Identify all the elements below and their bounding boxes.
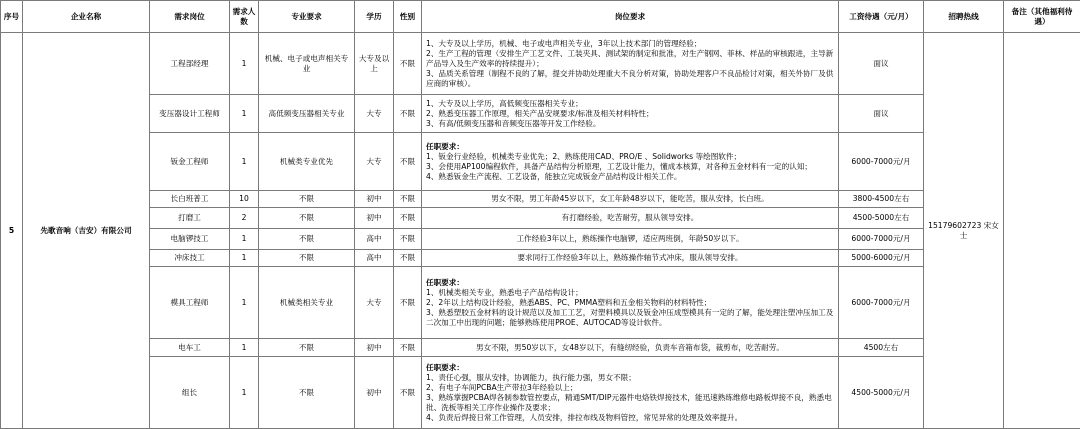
education-cell: 初中 <box>355 191 394 208</box>
salary-cell: 6000-7000元/月 <box>839 267 924 339</box>
requirement-line: 3、熟练掌握PCBA焊各制参数管控要点，精通SMT/DIP元器件电烙铁焊接技术，能迅速熟练维修电路板焊接不良，熟悉电批、洗板等相关工序作业操作及要求； <box>426 393 834 413</box>
count-cell: 1 <box>230 250 259 267</box>
requirement-line: 1、机械类相关专业，熟悉电子产品结构设计； <box>426 288 834 298</box>
gender-cell: 不限 <box>394 133 422 191</box>
position-cell: 电脑锣技工 <box>150 229 230 250</box>
requirement-line: 3、熟悉塑胶五金材料的设计规范以及加工工艺，对塑料模具以及钣金冲压成型模具有一定的了解，能处理注塑冲压加工及二次加工中出现的问题；能够熟练使用PROE、AUTOCAD等设计软件。 <box>426 308 834 328</box>
position-cell: 组长 <box>150 357 230 429</box>
header-requirements: 岗位要求 <box>422 1 839 33</box>
gender-cell: 不限 <box>394 339 422 357</box>
requirements-cell: 男女不限，男工年龄45岁以下，女工年龄48岁以下，能吃苦，服从安排，长白班。 <box>422 191 839 208</box>
requirement-line: 2、2年以上结构设计经验，熟悉ABS、PC、PMMA塑料和五金相关物料的材料特性； <box>426 298 834 308</box>
table-row <box>1 95 1080 133</box>
requirements-cell <box>422 95 839 133</box>
count-cell: 10 <box>230 191 259 208</box>
major-cell: 高低频变压器相关专业 <box>259 95 355 133</box>
salary-cell: 6000-7000元/月 <box>839 133 924 191</box>
major-cell: 不限 <box>259 250 355 267</box>
header-position: 需求岗位 <box>150 1 230 33</box>
header-gender: 性别 <box>394 1 422 33</box>
remark-cell <box>1004 33 1080 429</box>
gender-cell: 不限 <box>394 191 422 208</box>
requirement-line: 4、熟悉钣金生产流程、工艺设备，能独立完成钣金产品结构设计相关工作。 <box>426 172 834 182</box>
requirement-line: 4、负责后焊接日常工作管理，人员安排，排拉布线及物料管控，常见异常的处理及效率提升。 <box>426 413 834 423</box>
position-cell: 电车工 <box>150 339 230 357</box>
position-cell: 工程部经理 <box>150 33 230 95</box>
gender-cell: 不限 <box>394 95 422 133</box>
education-cell: 大专及以上 <box>355 33 394 95</box>
salary-cell: 4500-5000左右 <box>839 208 924 229</box>
gender-cell: 不限 <box>394 250 422 267</box>
position-cell: 钣金工程师 <box>150 133 230 191</box>
salary-cell: 5000-6000元/月 <box>839 250 924 267</box>
table-row <box>1 133 1080 191</box>
table-row <box>1 208 1080 229</box>
major-cell: 不限 <box>259 208 355 229</box>
table-row <box>1 33 1080 95</box>
education-cell: 初中 <box>355 339 394 357</box>
requirement-line: 1、责任心强，服从安排，协调能力，执行能力强，男女不限； <box>426 373 834 383</box>
header-no: 序号 <box>1 1 23 33</box>
company-no: 5 <box>1 33 23 429</box>
major-cell: 不限 <box>259 229 355 250</box>
count-cell: 1 <box>230 33 259 95</box>
hotline-cell: 15179602723 宋女士 <box>924 33 1004 429</box>
education-cell: 大专 <box>355 267 394 339</box>
education-cell: 大专 <box>355 95 394 133</box>
requirement-line: 3、会使用AP100编程软件，具备产品结构分析原理，工艺设计能力，懂成本核算，对各种五金材料有一定的认知； <box>426 162 834 172</box>
table-header-row <box>1 1 1080 33</box>
gender-cell: 不限 <box>394 229 422 250</box>
header-count: 需求人数 <box>230 1 259 33</box>
salary-cell: 面议 <box>839 95 924 133</box>
education-cell: 高中 <box>355 250 394 267</box>
requirement-line: 3、品质关系管理（制程不良的了解，提交并协助处理重大不良分析对策，协助处理客户不良品检讨对策，相关外协厂及供应商的审核）。 <box>426 69 834 89</box>
requirements-cell: 有打磨经验，吃苦耐劳，服从领导安排。 <box>422 208 839 229</box>
major-cell: 不限 <box>259 191 355 208</box>
education-cell: 初中 <box>355 208 394 229</box>
salary-cell: 3800-4500左右 <box>839 191 924 208</box>
major-cell: 机械类专业优先 <box>259 133 355 191</box>
major-cell: 不限 <box>259 357 355 429</box>
requirements-cell: 男女不限，男50岁以下，女48岁以下，有缝纫经验，负责车音箱布袋，裁剪布，吃苦耐劳。 <box>422 339 839 357</box>
count-cell: 1 <box>230 357 259 429</box>
major-cell: 机械类相关专业 <box>259 267 355 339</box>
gender-cell: 不限 <box>394 267 422 339</box>
gender-cell: 不限 <box>394 33 422 95</box>
requirements-title: 任职要求： <box>426 278 834 288</box>
requirements-cell: 工作经验3年以上，熟练操作电脑锣，适应两班倒，年龄50岁以下。 <box>422 229 839 250</box>
count-cell: 1 <box>230 339 259 357</box>
requirement-line: 3、有高/低频变压器和音频变压器等开发工作经验。 <box>426 119 834 129</box>
table-row <box>1 250 1080 267</box>
gender-cell: 不限 <box>394 208 422 229</box>
requirement-line: 1、大专及以上学历，高低频变压器相关专业； <box>426 99 834 109</box>
header-remark: 备注（其他福利待遇） <box>1004 1 1080 33</box>
header-hotline: 招聘热线 <box>924 1 1004 33</box>
major-cell: 机械、电子或电声相关专业 <box>259 33 355 95</box>
position-cell: 冲床技工 <box>150 250 230 267</box>
requirement-line: 1、钣金行业经验，机械类专业优先；2、熟练使用CAD、PRO/E 、Solidworks 等绘图软件； <box>426 152 834 162</box>
requirement-line: 1、大专及以上学历，机械、电子或电声相关专业，3年以上技术部门的管理经验； <box>426 39 834 49</box>
education-cell: 大专 <box>355 133 394 191</box>
count-cell: 2 <box>230 208 259 229</box>
company-name: 先歌音响（吉安）有限公司 <box>23 33 150 429</box>
count-cell: 1 <box>230 267 259 339</box>
position-cell: 模具工程师 <box>150 267 230 339</box>
salary-cell: 4500左右 <box>839 339 924 357</box>
position-cell: 长白班普工 <box>150 191 230 208</box>
salary-cell: 面议 <box>839 33 924 95</box>
header-education: 学历 <box>355 1 394 33</box>
requirements-title: 任职要求： <box>426 142 834 152</box>
salary-cell: 4500-5000元/月 <box>839 357 924 429</box>
count-cell: 1 <box>230 95 259 133</box>
requirements-title: 任职要求： <box>426 363 834 373</box>
header-company: 企业名称 <box>23 1 150 33</box>
table-row <box>1 267 1080 339</box>
requirements-cell <box>422 267 839 339</box>
table-row <box>1 229 1080 250</box>
requirements-cell: 要求同行工作经验3年以上，熟练操作轴节式冲床，服从领导安排。 <box>422 250 839 267</box>
gender-cell: 不限 <box>394 357 422 429</box>
requirements-cell <box>422 33 839 95</box>
requirement-line: 2、生产工程的管理（安排生产工艺文件、工装夹具、测试架的制定和批准，对生产钢网、菲林、样品的审核跟进，主导新产品导入及生产效率的持续提升）； <box>426 49 834 69</box>
requirement-line: 2、熟悉变压器工作原理，相关产品安规要求/标准及相关材料特性； <box>426 109 834 119</box>
position-cell: 变压器设计工程师 <box>150 95 230 133</box>
header-salary: 工资待遇（元/月） <box>839 1 924 33</box>
table-row <box>1 339 1080 357</box>
count-cell: 1 <box>230 229 259 250</box>
education-cell: 高中 <box>355 229 394 250</box>
requirements-cell <box>422 133 839 191</box>
header-major: 专业要求 <box>259 1 355 33</box>
salary-cell: 6000-7000元/月 <box>839 229 924 250</box>
position-cell: 打磨工 <box>150 208 230 229</box>
table-body <box>1 33 1080 429</box>
education-cell: 初中 <box>355 357 394 429</box>
major-cell: 不限 <box>259 339 355 357</box>
count-cell: 1 <box>230 133 259 191</box>
requirement-line: 2、有电子车间PCBA生产带拉3年经验以上； <box>426 383 834 393</box>
table-row <box>1 191 1080 208</box>
